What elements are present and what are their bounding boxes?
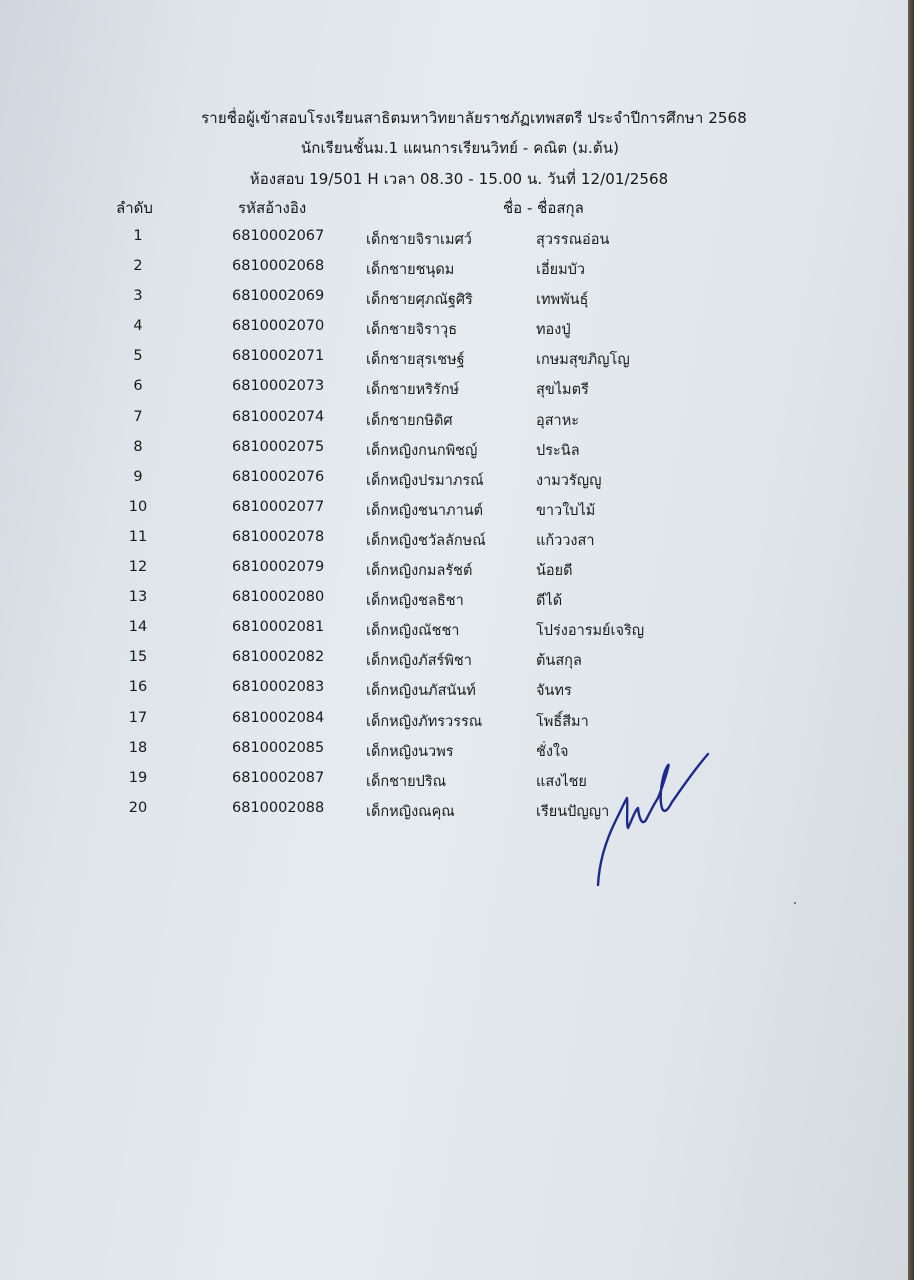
row-number: 19 — [128, 769, 148, 786]
column-header-reference-id: รหัสอ้างอิง — [238, 199, 307, 217]
last-name: จันทร — [536, 683, 572, 700]
row-number: 18 — [128, 739, 148, 756]
reference-id: 6810002082 — [232, 649, 325, 666]
reference-id: 6810002071 — [232, 348, 325, 365]
table-row — [0, 407, 908, 437]
reference-id: 6810002085 — [232, 739, 325, 756]
exam-room-info: ห้องสอบ 19/501 H เวลา 08.30 - 15.00 น. วันที่ 12/01/2568 — [249, 170, 669, 188]
reference-id: 6810002067 — [232, 228, 325, 244]
first-name: เด็กหญิงภัสร์พิชา — [366, 653, 472, 670]
table-row — [0, 467, 908, 497]
row-number: 16 — [128, 679, 148, 696]
first-name: เด็กหญิงชนาภานต์ — [366, 502, 484, 519]
first-name: เด็กหญิงณัชชา — [366, 623, 460, 640]
table-row — [0, 647, 908, 677]
last-name: ทองปู่ — [536, 322, 571, 339]
row-number: 20 — [128, 799, 148, 816]
row-number: 12 — [128, 559, 148, 576]
last-name: โปร่งอารมย์เจริญ — [536, 623, 645, 640]
reference-id: 6810002068 — [232, 258, 325, 275]
last-name: น้อยดี — [536, 563, 573, 580]
table-row — [0, 587, 908, 617]
reference-id: 6810002069 — [232, 288, 325, 305]
table-row — [0, 708, 908, 738]
last-name: โพธิ์สีมา — [536, 713, 589, 730]
last-name: งามวรัญญู — [536, 472, 602, 489]
column-header-full-name: ชื่อ - ชื่อสกุล — [503, 199, 584, 217]
table-row — [0, 256, 908, 286]
first-name: เด็กชายปริณ — [366, 773, 447, 790]
row-number: 14 — [128, 619, 148, 636]
last-name: สุขไมตรี — [536, 382, 589, 399]
reference-id: 6810002083 — [232, 679, 325, 696]
last-name: ชั่งใจ — [536, 743, 569, 760]
reference-id: 6810002076 — [232, 468, 325, 485]
row-number: 17 — [128, 709, 148, 726]
first-name: เด็กหญิงนวพร — [366, 743, 454, 760]
table-row — [0, 376, 908, 406]
first-name: เด็กชายจิราเมศว์ — [366, 232, 472, 248]
first-name: เด็กชายสุรเชษฐ์ — [366, 352, 465, 369]
reference-id: 6810002081 — [232, 619, 325, 636]
table-row — [0, 346, 908, 376]
reference-id: 6810002073 — [232, 378, 325, 395]
last-name: แสงไชย — [536, 773, 587, 790]
table-row — [0, 798, 908, 828]
row-number: 2 — [133, 258, 143, 275]
reference-id: 6810002080 — [232, 589, 325, 606]
signature-mark — [590, 748, 715, 893]
document-subtitle: นักเรียนชั้นม.1 แผนการเรียนวิทย์ - คณิต (ม.ต้น) — [300, 139, 620, 157]
table-row — [0, 226, 908, 256]
row-number: 15 — [128, 649, 148, 666]
table-row — [0, 738, 908, 768]
first-name: เด็กหญิงกนกพิชญ์ — [366, 442, 478, 459]
first-name: เด็กหญิงปรมาภรณ์ — [366, 472, 484, 489]
first-name: เด็กชายกษิดิศ — [366, 412, 453, 429]
last-name: เรียนปัญญา — [536, 803, 610, 820]
last-name: เอี่ยมบัว — [536, 262, 586, 279]
row-number: 6 — [133, 378, 143, 395]
row-number: 10 — [128, 498, 148, 515]
reference-id: 6810002075 — [232, 438, 325, 455]
reference-id: 6810002084 — [232, 709, 325, 726]
row-number: 1 — [133, 228, 143, 244]
last-name: แก้ววงสา — [536, 532, 595, 549]
first-name: เด็กหญิงชลธิชา — [366, 593, 464, 610]
reference-id: 6810002078 — [232, 528, 325, 545]
row-number: 3 — [133, 288, 143, 305]
last-name: ดีได้ — [536, 593, 563, 610]
first-name: เด็กชายชนุดม — [366, 262, 455, 279]
table-row — [0, 557, 908, 587]
table-row — [0, 497, 908, 527]
reference-id: 6810002079 — [232, 559, 325, 576]
reference-id: 6810002087 — [232, 769, 325, 786]
table-row — [0, 437, 908, 467]
paper-speck — [794, 902, 796, 904]
row-number: 13 — [128, 589, 148, 606]
table-row — [0, 617, 908, 647]
last-name: เกษมสุขภิญโญ — [536, 352, 630, 369]
last-name: อุสาหะ — [536, 412, 580, 429]
first-name: เด็กหญิงนภัสนันท์ — [366, 683, 476, 700]
row-number: 11 — [128, 528, 148, 545]
row-number: 9 — [133, 468, 143, 485]
first-name: เด็กชายจิราวุธ — [366, 322, 458, 339]
last-name: ขาวใบไม้ — [536, 502, 596, 519]
student-list — [0, 226, 908, 828]
last-name: ต้นสกุล — [536, 653, 582, 670]
table-row — [0, 768, 908, 798]
row-number: 8 — [133, 438, 143, 455]
document-title: รายชื่อผู้เข้าสอบโรงเรียนสาธิตมหาวิทยาลัยราชภัฏเทพสตรี ประจำปีการศึกษา 2568 — [201, 109, 747, 127]
table-row — [0, 316, 908, 346]
paper-edge — [908, 0, 914, 1280]
reference-id: 6810002077 — [232, 498, 325, 515]
first-name: เด็กหญิงชวัลลักษณ์ — [366, 532, 486, 549]
first-name: เด็กหญิงภัทรวรรณ — [366, 713, 483, 730]
last-name: เทพพันธุ์ — [536, 292, 589, 309]
table-row — [0, 677, 908, 707]
table-row — [0, 286, 908, 316]
first-name: เด็กหญิงกมลรัชต์ — [366, 563, 473, 580]
reference-id: 6810002070 — [232, 318, 325, 335]
table-row — [0, 527, 908, 557]
first-name: เด็กชายหริรักษ์ — [366, 382, 460, 399]
reference-id: 6810002088 — [232, 799, 325, 816]
row-number: 5 — [133, 348, 143, 365]
last-name: ประนิล — [536, 442, 580, 459]
column-header-number: ลำดับ — [116, 199, 153, 217]
row-number: 7 — [133, 408, 143, 425]
reference-id: 6810002074 — [232, 408, 325, 425]
first-name: เด็กหญิงณคุณ — [366, 803, 455, 820]
first-name: เด็กชายศุภณัฐศิริ — [366, 292, 473, 309]
last-name: สุวรรณอ่อน — [536, 232, 610, 248]
row-number: 4 — [133, 318, 143, 335]
